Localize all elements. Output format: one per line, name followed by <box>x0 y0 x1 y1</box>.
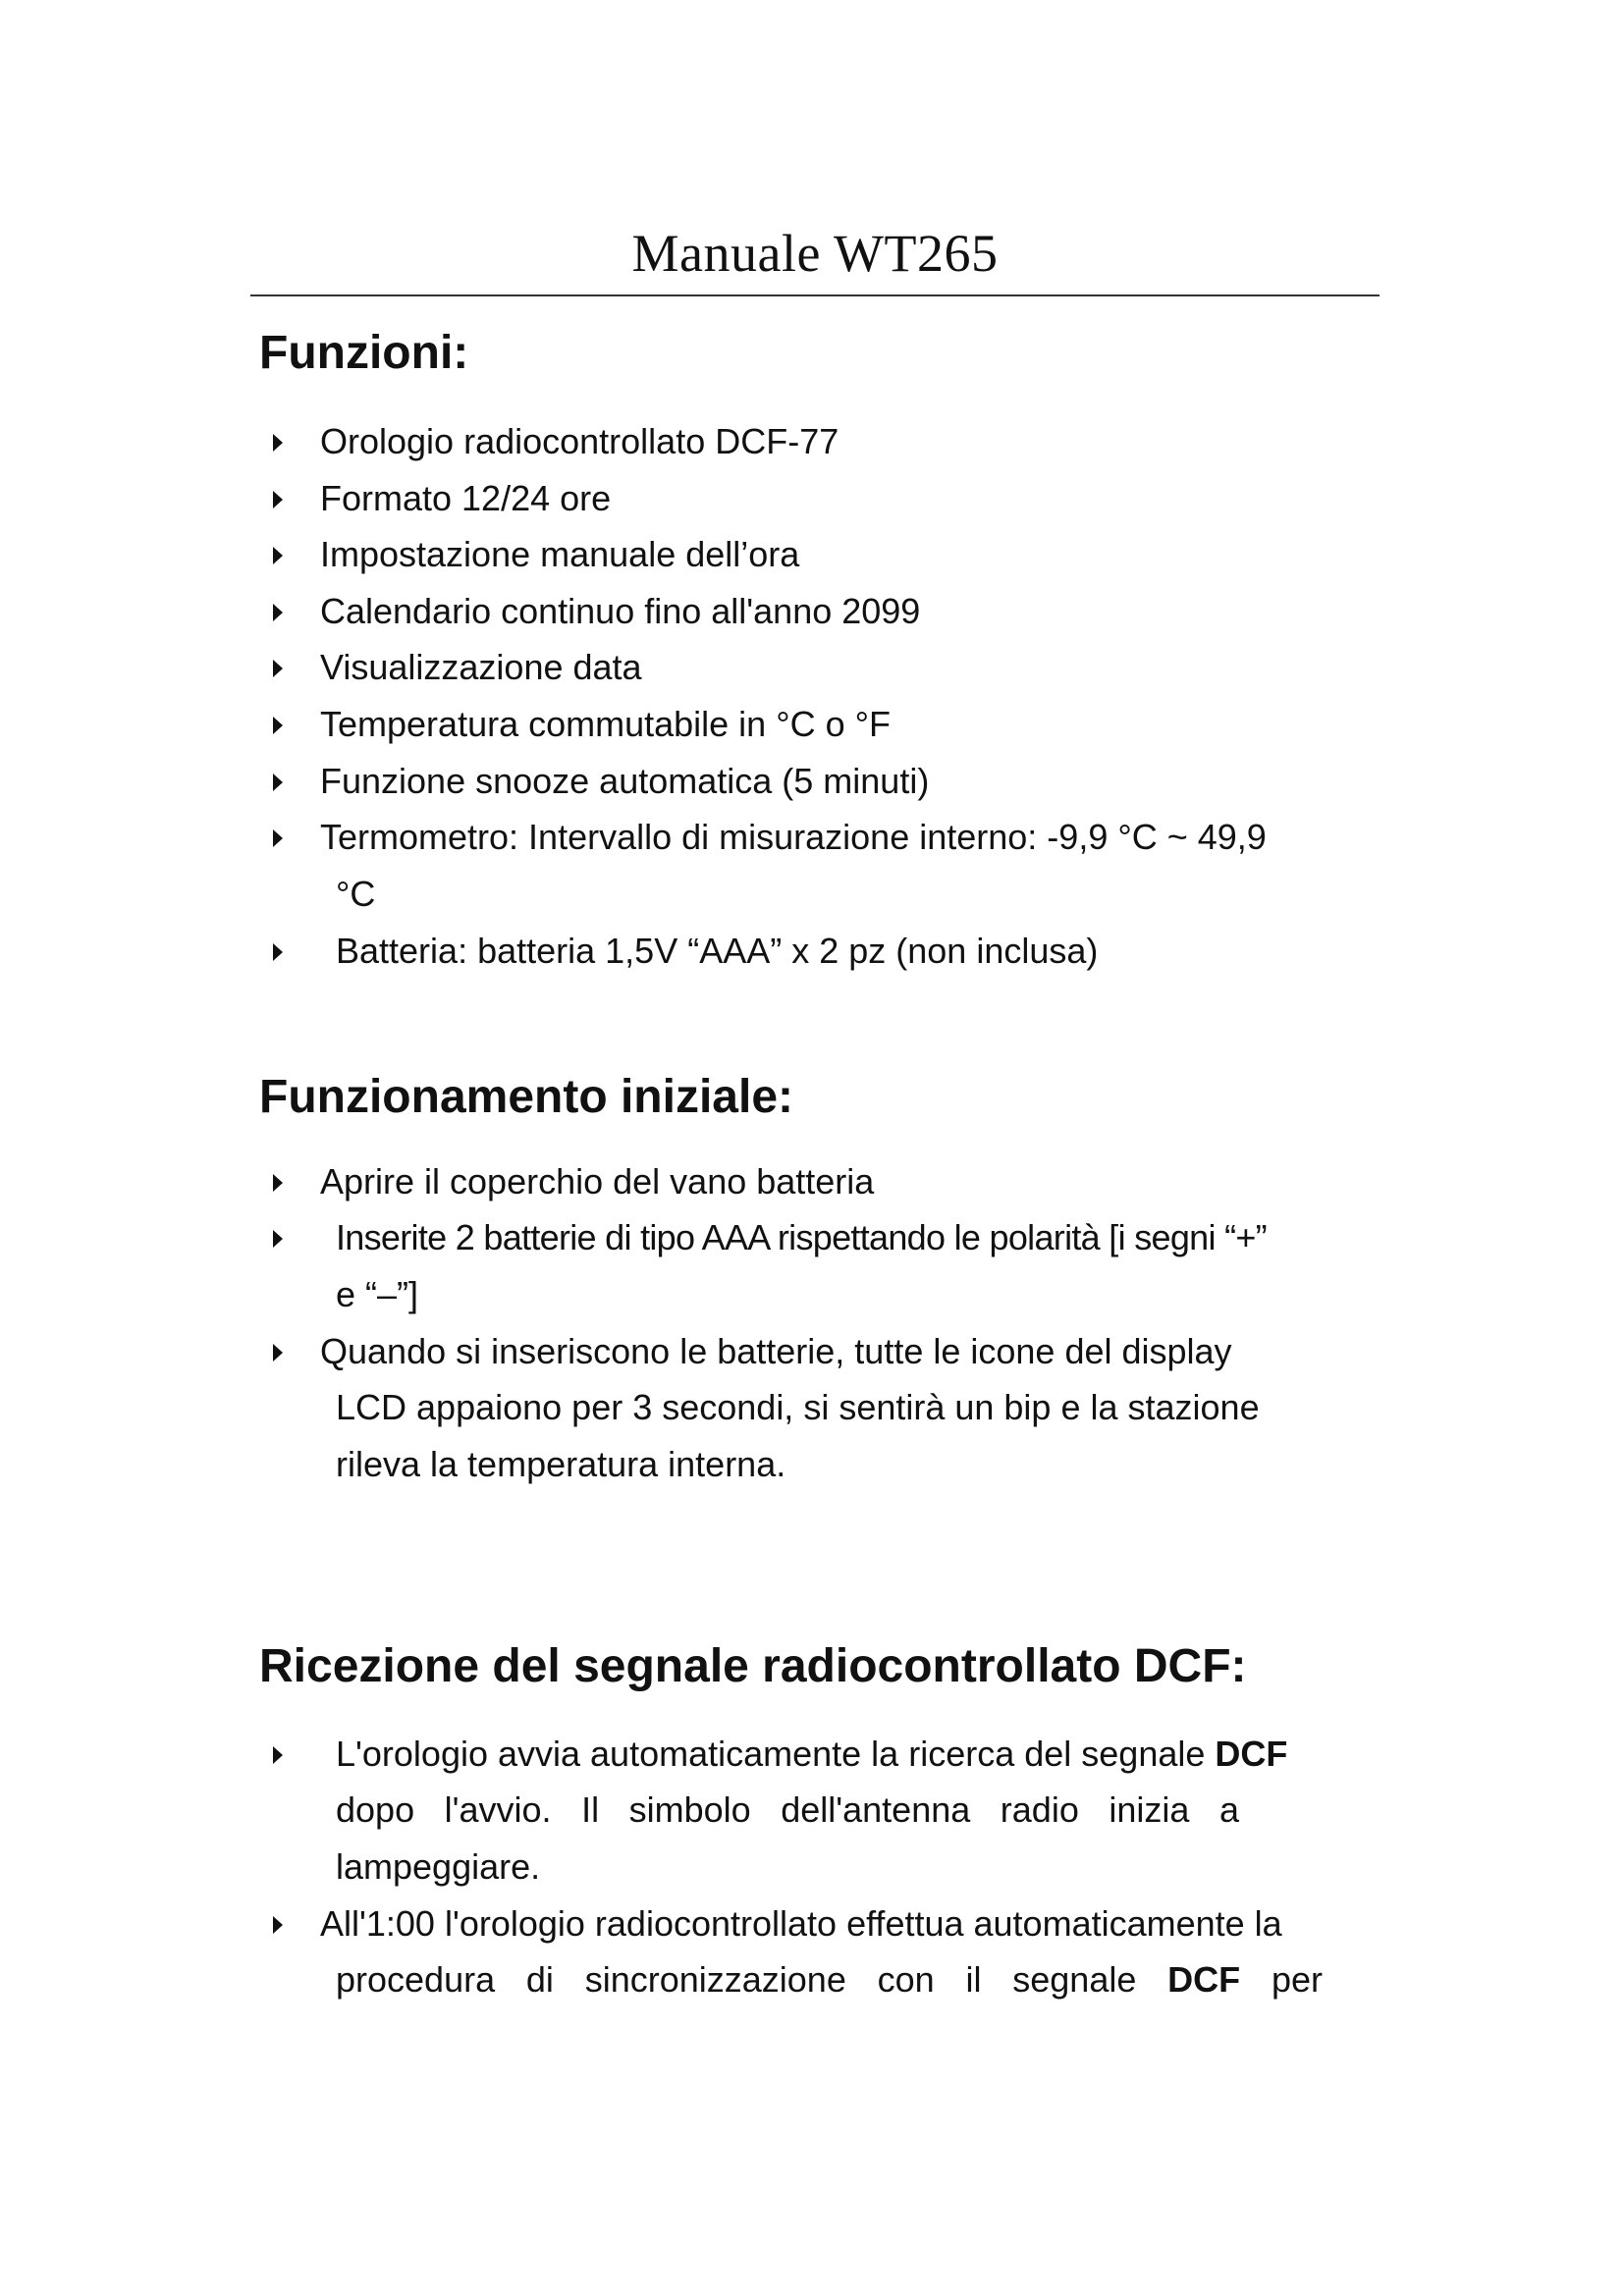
list-item-text: Formato 12/24 ore <box>320 478 612 518</box>
document-title: Manuale WT265 <box>631 224 999 283</box>
triangle-bullet-icon <box>273 491 283 508</box>
list-item-text-part: procedura di sincronizzazione con il segnale <box>336 1959 1168 2000</box>
list-item-text: Temperatura commutabile in °C o °F <box>320 704 892 744</box>
triangle-bullet-icon <box>273 434 283 452</box>
list-item-text: Batteria: batteria 1,5V “AAA” x 2 pz (non inclusa) <box>336 931 1099 971</box>
list-item-text-part: per <box>1240 1959 1323 2000</box>
list-item-text: Impostazione manuale dell’ora <box>320 534 800 574</box>
list-item-continuation-text <box>336 1960 1323 2000</box>
triangle-bullet-icon <box>273 829 283 847</box>
triangle-bullet-icon <box>273 1230 283 1248</box>
list-item-text: Quando si inseriscono le batterie, tutte le icone del display <box>320 1331 1232 1371</box>
list-item-text: All'1:00 l'orologio radiocontrollato effettua automaticamente la <box>320 1903 1282 1944</box>
list-item-text: Visualizzazione data <box>320 647 642 687</box>
title-divider <box>250 294 1380 296</box>
heading-funzioni: Funzioni: <box>259 327 469 379</box>
triangle-bullet-icon <box>273 1746 283 1764</box>
heading-ricezione-segnale: Ricezione del segnale radiocontrollato DCF: <box>259 1640 1247 1692</box>
list-item-text: Calendario continuo fino all'anno 2099 <box>320 591 921 631</box>
list-item-continuation <box>336 1790 1239 1830</box>
triangle-bullet-icon <box>273 717 283 734</box>
list-item-text: Orologio radiocontrollato DCF-77 <box>320 421 839 461</box>
heading-funzionamento-iniziale: Funzionamento iniziale: <box>259 1071 794 1123</box>
list-item-text: Funzione snooze automatica (5 minuti) <box>320 761 930 801</box>
triangle-bullet-icon <box>273 943 283 961</box>
triangle-bullet-icon <box>273 1916 283 1934</box>
list-item-text <box>336 1735 1287 1774</box>
keyword-dcf: DCF <box>1167 1959 1241 2000</box>
triangle-bullet-icon <box>273 547 283 564</box>
keyword-dcf: DCF <box>1215 1734 1288 1774</box>
list-item-text-part: L'orologio avvia automaticamente la ricerca del segnale <box>336 1734 1216 1774</box>
triangle-bullet-icon <box>273 1344 283 1362</box>
list-item-text: Termometro: Intervallo di misurazione interno: -9,9 °C ~ 49,9 <box>320 817 1267 857</box>
list-item-continuation-text: dopo l'avvio. Il simbolo dell'antenna radio inizia a <box>336 1789 1239 1830</box>
list-item-text: Inserite 2 batterie di tipo AAA rispettando le polarità [i segni “+” <box>336 1217 1267 1257</box>
list-item-continuation: e “–”] <box>336 1274 419 1314</box>
triangle-bullet-icon <box>273 604 283 621</box>
triangle-bullet-icon <box>273 774 283 791</box>
list-item-text: Aprire il coperchio del vano batteria <box>320 1161 875 1201</box>
list-item-continuation: lampeggiare. <box>336 1846 541 1887</box>
list-item-continuation: rileva la temperatura interna. <box>336 1444 786 1484</box>
triangle-bullet-icon <box>273 1174 283 1192</box>
list-item-continuation: LCD appaiono per 3 secondi, si sentirà un bip e la stazione <box>336 1387 1260 1427</box>
triangle-bullet-icon <box>273 660 283 677</box>
list-item-continuation: °C <box>336 874 376 914</box>
list-item-continuation <box>336 1960 1323 2000</box>
